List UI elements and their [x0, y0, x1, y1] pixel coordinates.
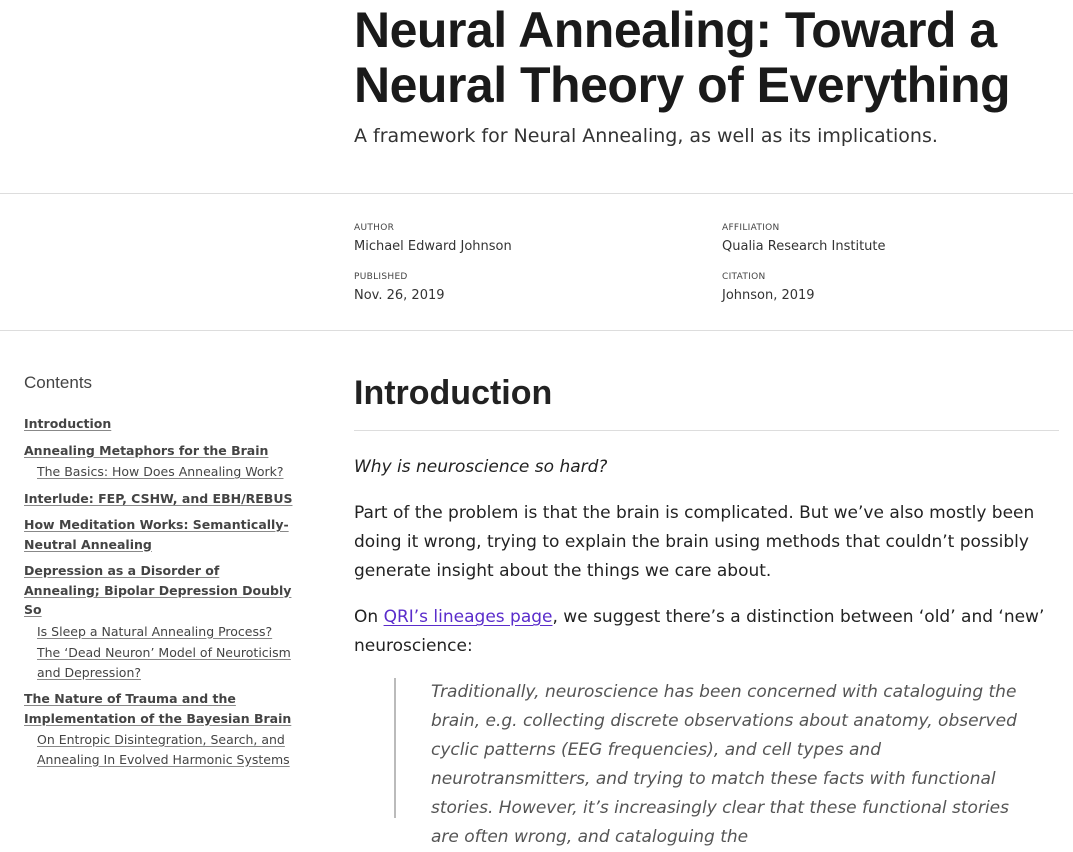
- toc-item-the-basics[interactable]: The Basics: How Does Annealing Work?: [37, 464, 284, 479]
- intro-paragraph: Part of the problem is that the brain is complicated. But we’ve also mostly been doing it wrong, trying to explain the brain using methods that couldn’t possibly generate insight about the things we care about.: [354, 503, 1035, 581]
- table-of-contents: [24, 372, 294, 769]
- lineages-paragraph: [354, 603, 1059, 661]
- article-subtitle: A framework for Neural Annealing, as well as its implications.: [354, 125, 938, 147]
- toc-item-dead-neuron[interactable]: The ‘Dead Neuron’ Model of Neuroticism and Depression?: [37, 645, 291, 680]
- affiliation-block: [722, 222, 1062, 256]
- toc-item-sleep[interactable]: Is Sleep a Natural Annealing Process?: [37, 623, 273, 639]
- header-divider: [0, 193, 1073, 194]
- toc-item-depression[interactable]: Depression as a Disorder of Annealing; Bipolar Depression Doubly So: [24, 563, 292, 617]
- article-header: [354, 0, 1054, 149]
- section-title: Introduction: [354, 370, 1059, 431]
- published-label: PUBLISHED: [354, 272, 408, 282]
- toc-item-introduction[interactable]: Introduction: [24, 416, 112, 431]
- affiliation-name: Qualia Research Institute: [722, 239, 886, 254]
- intro-question: Why is neuroscience so hard?: [354, 457, 608, 477]
- toc-item-interlude[interactable]: Interlude: FEP, CSHW, and EBH/REBUS: [24, 490, 293, 506]
- published-date: Nov. 26, 2019: [354, 288, 445, 303]
- byline-divider: [0, 330, 1073, 331]
- toc-item-meditation[interactable]: How Meditation Works: Semantically-Neutral Annealing: [24, 517, 289, 552]
- article-body: [354, 370, 1059, 847]
- citation-block: [722, 271, 1062, 305]
- citation-text: Johnson, 2019: [722, 288, 815, 303]
- lineages-paragraph-prefix: On: [354, 607, 384, 627]
- author-name: Michael Edward Johnson: [354, 239, 512, 254]
- article-title: Neural Annealing: Toward a Neural Theory of Everything: [354, 2, 1011, 113]
- citation-label: CITATION: [722, 272, 766, 282]
- neuroscience-blockquote: Traditionally, neuroscience has been concerned with cataloguing the brain, e.g. collecting discrete observations about anatomy, observed cyclic patterns (EEG frequencies), and cell types and neurotransmitters, and trying to match these facts with functional stories. However, it’s increasingly clear that these functional stories are often wrong, and cataloguing the: [394, 678, 1019, 818]
- lineages-page-link[interactable]: QRI’s lineages page: [383, 607, 553, 627]
- author-block: [354, 222, 694, 256]
- affiliation-label: AFFILIATION: [722, 223, 780, 233]
- toc-heading: Contents: [24, 373, 93, 392]
- toc-item-trauma[interactable]: The Nature of Trauma and the Implementation of the Bayesian Brain: [24, 691, 292, 726]
- toc-item-entropic-disintegration[interactable]: On Entropic Disintegration, Search, and Annealing In Evolved Harmonic Systems: [37, 732, 290, 767]
- lineages-paragraph-suffix: , we suggest there’s a distinction between ‘old’ and ‘new’ neuroscience:: [354, 607, 1045, 656]
- author-label: AUTHOR: [354, 223, 395, 233]
- toc-item-annealing-metaphors[interactable]: Annealing Metaphors for the Brain: [24, 442, 269, 458]
- published-block: [354, 271, 694, 305]
